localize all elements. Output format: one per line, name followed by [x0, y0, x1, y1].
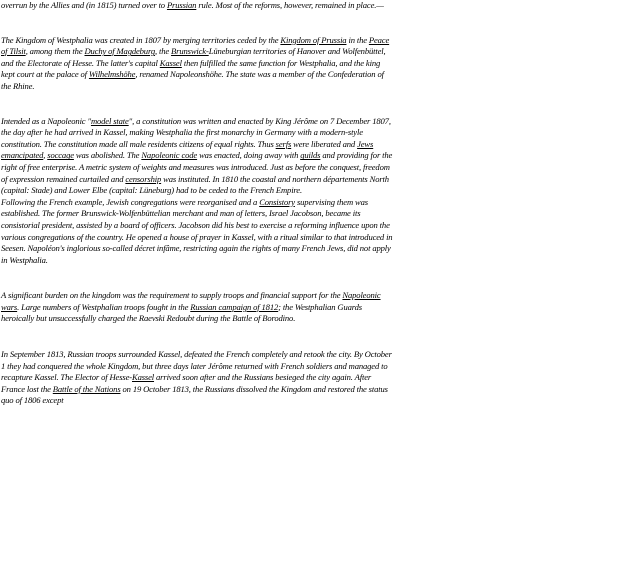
- paragraph-military-burden: [1, 290, 393, 325]
- wiki-link[interactable]: serfs: [275, 138, 292, 149]
- wiki-link[interactable]: guilds: [300, 150, 321, 161]
- wiki-link[interactable]: Napoleonic code: [141, 150, 198, 161]
- paragraph-jewish-consistory: [1, 197, 393, 267]
- document-body: [1, 0, 393, 407]
- paragraph-gap: [1, 12, 393, 35]
- wiki-link[interactable]: Prussian: [166, 0, 197, 10]
- text-run: Intended as a Napoleonic ": [1, 115, 91, 126]
- text-run: ,: [43, 150, 48, 161]
- text-run: was abolished. The: [73, 150, 142, 161]
- wiki-link[interactable]: Jews emancipated: [1, 138, 374, 161]
- text-run: in the: [346, 34, 369, 45]
- paragraph-gap: [1, 325, 393, 349]
- wiki-link[interactable]: Brunswick-: [171, 46, 209, 57]
- text-run: rule. Most of the reforms, however, remained in place.—: [196, 0, 384, 10]
- text-run: ", a constitution was written and enacted by King Jérôme on 7 December 1807, the day after he had arrived in Kassel, making Westphalia the first monarchy in Germany with a modern-style constitution. The constitution made all male residents citizens of equal rights. Thus: [1, 115, 391, 149]
- text-run: was enacted, doing away with: [197, 150, 301, 161]
- text-run: A significant burden on the kingdom was the requirement to supply troops and financial support for the: [1, 290, 343, 301]
- text-run: overrun by the Allies and (in 1815) turned over to: [1, 0, 167, 10]
- wiki-link[interactable]: Russian campaign of 1812: [190, 301, 279, 312]
- wiki-link[interactable]: Wilhelmshöhe: [88, 69, 136, 80]
- wiki-link[interactable]: Consistory: [259, 196, 295, 207]
- text-run: In September 1813, Russian troops surrounded Kassel, defeated the French completely and retook the city. By October 1 they had conquered the whole Kingdom, but three days later Jérôme returned with French soldiers and managed to recapture Kassel. The Elector of Hesse-: [1, 349, 392, 383]
- text-run: , among them the: [25, 46, 85, 57]
- text-run: . Large numbers of Westphalian troops fought in the: [17, 301, 191, 312]
- text-run: Following the French example, Jewish congregations were reorganised and a: [1, 196, 260, 207]
- text-run: , renamed Napoleonshöhe. The state was a member of the Confederation of the Rhine.: [1, 69, 384, 91]
- text-run: Lüneburgian territories of Hanover and Wolfenbüttel, and the Electorate of Hesse. The latter's capital: [1, 46, 386, 68]
- text-run: arrived soon after and the Russians besieged the city again. After France lost the: [1, 372, 372, 394]
- text-run: , the: [154, 46, 172, 57]
- text-run: was instituted. In 1810 the coastal and northern départements North (capital: Stade) and Lower Elbe (capital: Lüneburg) had to be ceded to the French Empire.: [1, 173, 389, 196]
- paragraph-gap: [1, 266, 393, 290]
- wiki-link[interactable]: Peace of Tilsit: [1, 34, 390, 57]
- wiki-link[interactable]: Duchy of Magdeburg: [84, 46, 155, 57]
- wiki-link[interactable]: model state: [90, 115, 129, 126]
- wiki-link[interactable]: censorship: [125, 173, 162, 184]
- text-run: were liberated and: [291, 138, 358, 149]
- wiki-link[interactable]: Napoleonic wars: [1, 290, 381, 312]
- wiki-link[interactable]: Kassel: [132, 372, 155, 383]
- text-run: ; the Westphalian Guards heroically but unsuccessfully charged the Raevski Redoubt during the Battle of Borodino.: [1, 301, 362, 324]
- text-run: The Kingdom of Westphalia was created in 1807 by merging territories ceded by the: [1, 34, 281, 45]
- paragraph-dissolution: [1, 349, 393, 407]
- paragraph-restoration: [1, 0, 393, 12]
- text-run: and providing for the right of free enterprise. A metric system of weights and measures was introduced. Just as before the conquest, freedom of expression remained curtailed and: [1, 150, 393, 184]
- paragraph-kingdom-creation: [1, 35, 393, 93]
- wiki-link[interactable]: Kassel: [159, 57, 182, 68]
- wiki-link[interactable]: Battle of the Nations: [52, 383, 121, 394]
- paragraph-constitution: [1, 116, 393, 197]
- paragraph-gap: [1, 93, 393, 116]
- wiki-link[interactable]: soccage: [47, 150, 74, 161]
- text-run: then fulfilled the same function for Westphalia, and the king kept court at the palace of: [1, 57, 381, 80]
- wiki-link[interactable]: Kingdom of Prussia: [280, 34, 347, 45]
- text-run: on 19 October 1813, the Russians dissolved the Kingdom and restored the status quo of 1806 except: [1, 383, 388, 406]
- text-run: supervising them was established. The former Brunswick-Wolfenbüttelian merchant and man of letters, Israel Jacobson, became its consistorial president, assisted by a board of officers. Jacobson did his best to exercise a reforming influence upon the various congregations of the country. He opened a house of prayer in Kassel, with a ritual similar to that introduced in Seesen. Napoléon's inglorious so-called décret infâme, restricting again the rights of many French Jews, did not apply in Westphalia.: [1, 196, 393, 265]
